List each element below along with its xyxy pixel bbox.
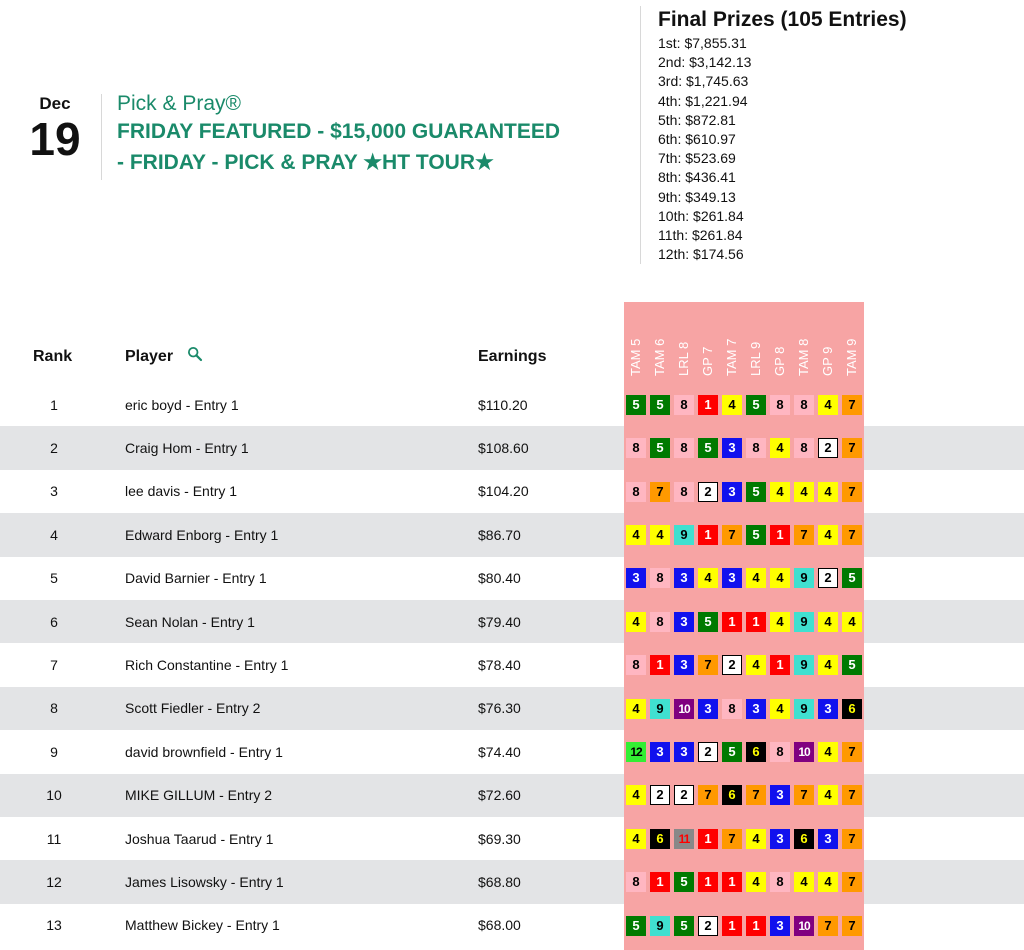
pick-cell: 3 [770, 916, 790, 936]
pick-cell: 7 [794, 525, 814, 545]
prize-item: 7th: $523.69 [658, 150, 736, 167]
pick-cell: 8 [770, 742, 790, 762]
pick-cell: 3 [818, 699, 838, 719]
player-cell: eric boyd - Entry 1 [125, 396, 239, 413]
player-cell: James Lisowsky - Entry 1 [125, 874, 284, 891]
race-label [794, 338, 814, 396]
pick-cell: 8 [674, 482, 694, 502]
pick-cell: 5 [842, 568, 862, 588]
prize-item: 4th: $1,221.94 [658, 92, 748, 109]
pick-cell: 7 [842, 482, 862, 502]
pick-cell: 4 [818, 785, 838, 805]
pick-cell: 9 [794, 655, 814, 675]
pick-cell: 8 [746, 438, 766, 458]
pick-cell: 3 [722, 438, 742, 458]
pick-cells [626, 482, 866, 502]
table-row[interactable] [0, 557, 1024, 600]
table-row[interactable] [0, 817, 1024, 860]
prize-list [658, 34, 1024, 264]
pick-cells [626, 525, 866, 545]
earnings-cell: $79.40 [478, 613, 521, 630]
pick-cell: 7 [842, 525, 862, 545]
pick-cells [626, 916, 866, 936]
contest-heading [117, 92, 637, 178]
pick-cell: 4 [698, 568, 718, 588]
race-label [698, 346, 718, 396]
race-label [818, 346, 838, 396]
player-cell: Rich Constantine - Entry 1 [125, 657, 289, 674]
pick-cell: 8 [794, 395, 814, 415]
pick-cell: 10 [794, 916, 814, 936]
pick-cell: 2 [698, 482, 718, 502]
earnings-cell: $78.40 [478, 657, 521, 674]
player-cell: Craig Hom - Entry 1 [125, 440, 249, 457]
pick-cell: 3 [674, 655, 694, 675]
pick-cell: 9 [794, 568, 814, 588]
pick-cell: 7 [842, 785, 862, 805]
rank-cell: 6 [50, 613, 58, 630]
prize-item: 11th: $261.84 [658, 227, 743, 244]
contest-date [0, 94, 102, 180]
prize-item: 6th: $610.97 [658, 131, 736, 148]
pick-cell: 5 [842, 655, 862, 675]
rank-cell: 9 [50, 743, 58, 760]
pick-cell: 4 [794, 482, 814, 502]
pick-cell: 3 [722, 568, 742, 588]
table-row[interactable] [0, 470, 1024, 513]
pick-cell: 5 [626, 916, 646, 936]
race-label-text: TAM 6 [652, 338, 667, 376]
pick-cell: 4 [746, 872, 766, 892]
prize-item: 8th: $436.41 [658, 169, 736, 186]
rank-cell: 8 [50, 700, 58, 717]
pick-cell: 3 [674, 568, 694, 588]
pick-cell: 4 [626, 785, 646, 805]
earnings-cell: $69.30 [478, 830, 521, 847]
pick-cell: 8 [674, 438, 694, 458]
pick-cell: 4 [818, 742, 838, 762]
pick-cell: 5 [626, 395, 646, 415]
player-cell: Joshua Taarud - Entry 1 [125, 830, 274, 847]
prize-item: 2nd: $3,142.13 [658, 54, 752, 71]
pick-cell: 4 [770, 438, 790, 458]
pick-cell: 10 [794, 742, 814, 762]
table-row[interactable] [0, 774, 1024, 817]
pick-cell: 8 [626, 482, 646, 502]
pick-cell: 2 [674, 785, 694, 805]
pick-cell: 4 [818, 525, 838, 545]
pick-cell: 8 [626, 438, 646, 458]
pick-cell: 7 [698, 655, 718, 675]
contest-brand: Pick & Pray® [117, 92, 242, 115]
pick-cell: 4 [818, 612, 838, 632]
pick-cell: 4 [842, 612, 862, 632]
table-row[interactable] [0, 730, 1024, 773]
pick-cell: 4 [770, 482, 790, 502]
prize-item: 9th: $349.13 [658, 188, 736, 205]
pick-cell: 1 [746, 916, 766, 936]
earnings-cell: $72.60 [478, 787, 521, 804]
player-cell: Matthew Bickey - Entry 1 [125, 917, 280, 934]
pick-cell: 5 [698, 438, 718, 458]
pick-cell: 6 [650, 829, 670, 849]
player-cell: MIKE GILLUM - Entry 2 [125, 787, 273, 804]
table-row[interactable] [0, 860, 1024, 903]
pick-cells [626, 655, 866, 675]
pick-cells [626, 829, 866, 849]
pick-cell: 7 [842, 916, 862, 936]
earnings-cell: $76.30 [478, 700, 521, 717]
pick-cell: 7 [722, 829, 742, 849]
table-row[interactable] [0, 600, 1024, 643]
pick-cell: 2 [698, 916, 718, 936]
rank-header: Rank [33, 348, 73, 365]
rank-cell: 12 [46, 874, 62, 891]
rank-cell: 7 [50, 657, 58, 674]
table-row[interactable] [0, 687, 1024, 730]
pick-cell: 4 [626, 699, 646, 719]
pick-cell: 7 [842, 872, 862, 892]
pick-cell: 2 [722, 655, 742, 675]
pick-cell: 2 [698, 742, 718, 762]
race-label-text: LRL 8 [676, 341, 691, 376]
table-row[interactable] [0, 426, 1024, 469]
date-month: Dec [39, 94, 71, 113]
pick-cell: 5 [722, 742, 742, 762]
pick-cell: 7 [842, 742, 862, 762]
pick-cell: 4 [650, 525, 670, 545]
pick-cell: 1 [746, 612, 766, 632]
pick-cell: 3 [722, 482, 742, 502]
pick-cell: 1 [650, 655, 670, 675]
pick-cells [626, 872, 866, 892]
prize-item: 5th: $872.81 [658, 111, 736, 128]
pick-cell: 7 [842, 829, 862, 849]
pick-cells [626, 568, 866, 588]
player-cell: Edward Enborg - Entry 1 [125, 526, 279, 543]
race-label [770, 346, 790, 396]
pick-cell: 11 [674, 829, 694, 849]
pick-cell: 8 [674, 395, 694, 415]
pick-cell: 8 [770, 872, 790, 892]
table-row[interactable] [0, 904, 1024, 947]
prize-item: 10th: $261.84 [658, 207, 744, 224]
pick-cell: 4 [626, 525, 646, 545]
pick-cell: 7 [842, 395, 862, 415]
pick-cell: 7 [746, 785, 766, 805]
pick-cell: 1 [650, 872, 670, 892]
pick-cell: 3 [674, 612, 694, 632]
prize-item: 12th: $174.56 [658, 246, 744, 263]
pick-cell: 4 [626, 612, 646, 632]
pick-cell: 5 [650, 395, 670, 415]
player-cell: david brownfield - Entry 1 [125, 743, 283, 760]
final-prizes-title: Final Prizes (105 Entries) [658, 8, 907, 31]
pick-cell: 7 [698, 785, 718, 805]
earnings-cell: $80.40 [478, 570, 521, 587]
race-label-text: TAM 9 [844, 338, 859, 376]
pick-cell: 9 [794, 612, 814, 632]
pick-cell: 9 [650, 916, 670, 936]
pick-cell: 4 [818, 655, 838, 675]
race-label [650, 338, 670, 396]
pick-cell: 4 [746, 568, 766, 588]
rank-cell: 13 [46, 917, 62, 934]
pick-cell: 6 [842, 699, 862, 719]
pick-cell: 1 [770, 655, 790, 675]
prize-item: 3rd: $1,745.63 [658, 73, 749, 90]
earnings-cell: $104.20 [478, 483, 529, 500]
rank-cell: 4 [50, 526, 58, 543]
final-prizes [640, 6, 1024, 264]
pick-cell: 8 [626, 655, 646, 675]
pick-cells [626, 438, 866, 458]
pick-cell: 3 [770, 829, 790, 849]
pick-cell: 3 [674, 742, 694, 762]
earnings-cell: $68.00 [478, 917, 521, 934]
pick-cell: 5 [674, 872, 694, 892]
contest-title-line-1: FRIDAY FEATURED - $15,000 GUARANTEED [117, 120, 561, 143]
race-label-text: GP 8 [772, 346, 787, 376]
pick-cell: 9 [650, 699, 670, 719]
pick-cell: 4 [794, 872, 814, 892]
race-label [722, 338, 742, 396]
pick-cell: 5 [746, 395, 766, 415]
race-label-text: TAM 7 [724, 338, 739, 376]
pick-cell: 7 [842, 438, 862, 458]
pick-cell: 8 [650, 612, 670, 632]
pick-cell: 3 [626, 568, 646, 588]
pick-cell: 8 [722, 699, 742, 719]
pick-cells [626, 395, 866, 415]
earnings-cell: $110.20 [478, 396, 528, 413]
pick-cell: 4 [770, 568, 790, 588]
pick-cell: 4 [818, 395, 838, 415]
pick-cell: 8 [626, 872, 646, 892]
pick-cell: 7 [818, 916, 838, 936]
pick-cell: 4 [626, 829, 646, 849]
pick-cell: 9 [674, 525, 694, 545]
prize-item: 1st: $7,855.31 [658, 35, 747, 51]
race-label [842, 338, 862, 396]
table-row[interactable] [0, 643, 1024, 686]
earnings-cell: $68.80 [478, 874, 521, 891]
pick-cell: 1 [722, 872, 742, 892]
pick-cell: 10 [674, 699, 694, 719]
pick-cell: 12 [626, 742, 646, 762]
pick-cell: 1 [722, 612, 742, 632]
pick-cell: 3 [746, 699, 766, 719]
pick-cells [626, 785, 866, 805]
date-day: 19 [29, 113, 81, 165]
player-search-icon[interactable] [187, 346, 203, 362]
pick-cell: 4 [746, 829, 766, 849]
pick-cell: 1 [722, 916, 742, 936]
pick-cell: 3 [770, 785, 790, 805]
pick-cell: 5 [746, 525, 766, 545]
earnings-header: Earnings [478, 348, 547, 365]
pick-cell: 2 [650, 785, 670, 805]
rank-cell: 5 [50, 570, 58, 587]
pick-cell: 5 [650, 438, 670, 458]
pick-cell: 3 [818, 829, 838, 849]
pick-cell: 1 [698, 872, 718, 892]
pick-cell: 1 [698, 395, 718, 415]
player-cell: lee davis - Entry 1 [125, 483, 238, 500]
pick-cell: 4 [770, 612, 790, 632]
pick-cell: 5 [746, 482, 766, 502]
race-label-text: TAM 5 [628, 338, 643, 376]
player-cell: Scott Fiedler - Entry 2 [125, 700, 261, 717]
rank-cell: 10 [46, 787, 62, 804]
pick-cell: 2 [818, 568, 838, 588]
contest-title-line-2: - FRIDAY - PICK & PRAY ★HT TOUR★ [117, 151, 494, 174]
race-label-text: LRL 9 [748, 341, 763, 376]
rank-cell: 1 [50, 396, 58, 413]
pick-cells [626, 742, 866, 762]
race-label-text: GP 9 [820, 346, 835, 376]
earnings-cell: $86.70 [478, 526, 521, 543]
race-label [626, 338, 646, 396]
race-label [746, 341, 766, 396]
pick-cell: 6 [746, 742, 766, 762]
player-header: Player [125, 348, 174, 365]
table-row[interactable] [0, 513, 1024, 556]
table-row[interactable] [0, 383, 1024, 426]
pick-cell: 7 [650, 482, 670, 502]
pick-cell: 3 [698, 699, 718, 719]
race-label [674, 341, 694, 396]
pick-cell: 3 [650, 742, 670, 762]
race-label-text: TAM 8 [796, 338, 811, 376]
pick-cell: 9 [794, 699, 814, 719]
player-cell: Sean Nolan - Entry 1 [125, 613, 255, 630]
race-label-text: GP 7 [700, 346, 715, 376]
pick-cell: 5 [698, 612, 718, 632]
pick-cell: 6 [722, 785, 742, 805]
pick-cell: 8 [794, 438, 814, 458]
player-cell: David Barnier - Entry 1 [125, 570, 267, 587]
pick-cell: 4 [818, 482, 838, 502]
pick-cells [626, 699, 866, 719]
pick-cell: 7 [794, 785, 814, 805]
pick-cell: 4 [818, 872, 838, 892]
pick-cell: 4 [722, 395, 742, 415]
pick-cell: 6 [794, 829, 814, 849]
pick-cell: 1 [770, 525, 790, 545]
pick-cell: 4 [770, 699, 790, 719]
pick-cell: 5 [674, 916, 694, 936]
earnings-cell: $108.60 [478, 440, 529, 457]
rank-cell: 11 [46, 830, 62, 847]
pick-cell: 8 [650, 568, 670, 588]
pick-cell: 1 [698, 829, 718, 849]
pick-cell: 2 [818, 438, 838, 458]
earnings-cell: $74.40 [478, 743, 521, 760]
pick-cell: 4 [746, 655, 766, 675]
pick-cells [626, 612, 866, 632]
pick-cell: 8 [770, 395, 790, 415]
pick-cell: 7 [722, 525, 742, 545]
rank-cell: 2 [50, 440, 58, 457]
pick-cell: 1 [698, 525, 718, 545]
rank-cell: 3 [50, 483, 58, 500]
